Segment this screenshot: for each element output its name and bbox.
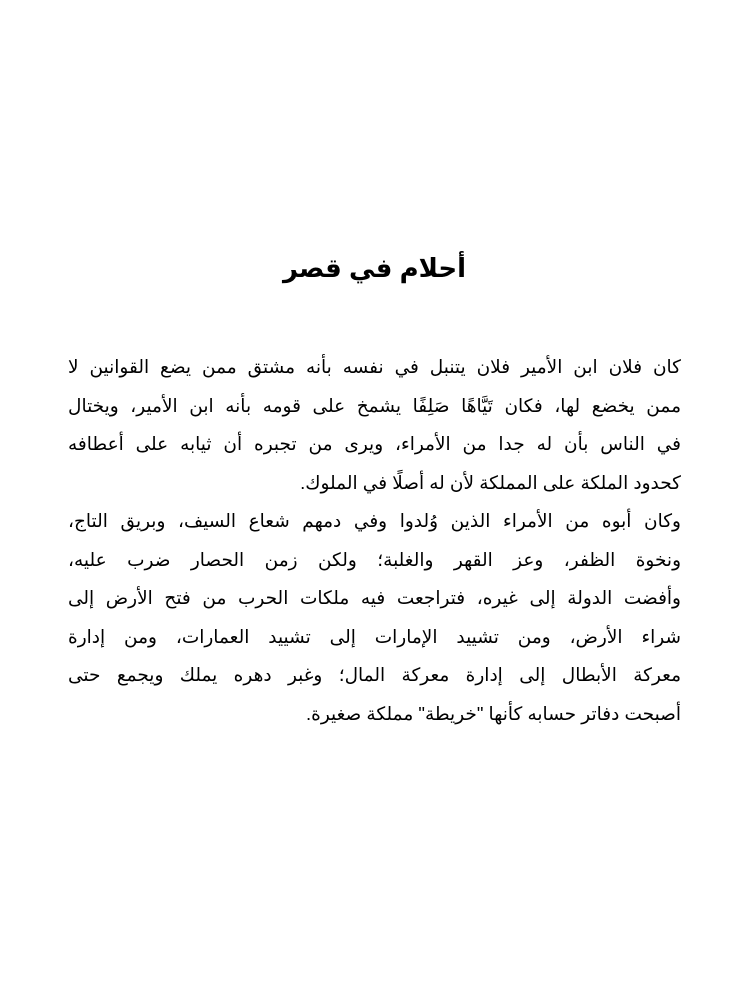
text-line: في الناس بأن له جدا من الأمراء، ويرى من تجبره أن ثيابه على أعطافه xyxy=(68,433,681,454)
text-line: وكان أبوه من الأمراء الذين وُلدوا وفي دمهم شعاع السيف، وبريق التاج، xyxy=(68,510,681,531)
paragraph-2 xyxy=(68,502,681,733)
text-line: كحدود الملكة على المملكة لأن له أصلًا في الملوك. xyxy=(300,471,681,493)
paragraph-1 xyxy=(68,348,681,502)
document-body xyxy=(68,348,681,733)
text-line: وأفضت الدولة إلى غيره، فتراجعت فيه ملكات الحرب من فتح الأرض إلى xyxy=(68,587,681,608)
text-line: شراء الأرض، ومن تشييد الإمارات إلى تشييد العمارات، ومن إدارة xyxy=(68,625,681,647)
text-line: ممن يخضع لها، فكان تَيَّاهًا صَلِفًا يشمخ على قومه بأنه ابن الأمير، ويختال xyxy=(68,394,681,416)
text-line: أصبحت دفاتر حسابه كأنها "خريطة" مملكة صغيرة. xyxy=(306,702,681,724)
text-line: ونخوة الظفر، وعز القهر والغلبة؛ ولكن زمن الحصار ضرب عليه، xyxy=(68,548,681,570)
document-title: أحلام في قصر xyxy=(282,253,467,283)
text-line: كان فلان ابن الأمير فلان يتنبل في نفسه بأنه مشتق ممن يضع القوانين لا xyxy=(68,356,681,377)
text-line: معركة الأبطال إلى إدارة معركة المال؛ وغبر دهره يملك ويجمع حتى xyxy=(68,664,681,685)
